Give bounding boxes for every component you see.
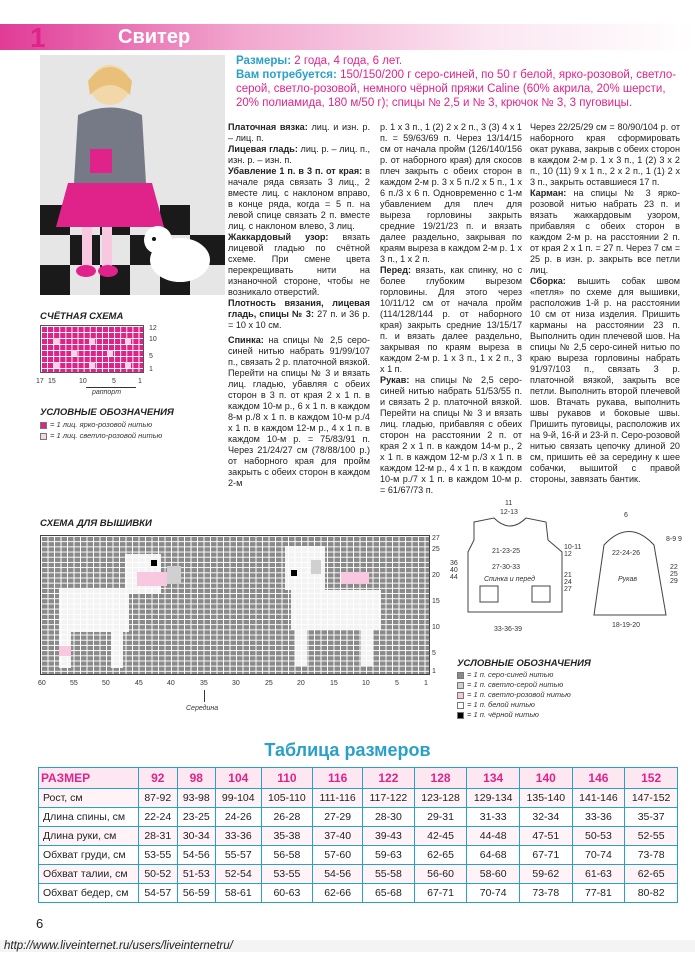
dim-label: 11 [505,500,513,507]
col-tick: 15 [330,680,338,687]
embroidery-chart [40,535,430,675]
swatch-icon [40,433,47,440]
counting-chart [40,325,144,373]
row-tick: 5 [149,353,153,360]
dim-label: 22 25 29 [670,564,678,585]
col-tick: 1 [424,680,428,687]
swatch-icon [457,712,464,719]
paragraph: Платочная вязка: лиц. и изн. р. – лиц. п. [228,122,370,143]
table-row: Обхват груди, см 53-55 54-56 55-57 56-58 57-60 59-63 62-65 64-68 67-71 70-74 73-78 [39,846,678,865]
header-cell: 146 [572,768,625,789]
legend-item: = 1 п. светло-серой нитью [457,680,563,689]
header-cell: 140 [519,768,572,789]
dim-label: 18-19-20 [612,622,641,629]
paragraph: Убавление 1 п. в 3 п. от края: в начале ряда связать 3 лиц., 2 вместе лиц. с наклоном вправо, в конце ряда, когда = 5 п. на левой спице связать 2 п. вместе лиц. с наклоном влево, 3 лиц. [228,166,371,231]
col-tick: 20 [297,680,305,687]
header-cell: 134 [467,768,520,789]
swatch-icon [40,422,47,429]
legend-item: = 1 п. светло-розовой нитью [457,690,571,699]
paragraph: Перед: вязать, как спинку, но с более глубоким вырезом горловины. Для этого через 10/11/12 см от начала пройм (114/128/144 р. от наборного края) закрыть средние 13/15/17 п. и вязать далее раздельно, закрывая по краям выреза в каждом 2-м р. 1 х 3 п., 1 х 2 п., 3 х 1 п. [380,265,523,374]
paragraph: Рукав: на спицы № 2,5 серо-синей нитью набрать 51/53/55 п. и связать 2 р. платочной вязкой. Перейти на спицы № 3 и вязать лиц. гладью, прибавляя с обеих сторон на расстоянии 2 п. от края 2 х 1 п. в каждом 14-м р., 2 х 1 п. в каждом 12-м р./3 х 1 п. в каждом 12-м р., 4 х 1 п. в каждом 10-м р./7 х 1 п. в каждом 10-м р. = 61/67/73 п. [380,375,522,495]
header-cell: 98 [177,768,216,789]
page-title: Свитер [118,26,191,48]
repeat-bracket [86,387,136,388]
materials-value: 150/150/200 г серо-синей, по 50 г белой, ярко-розовой, светло-серой, светло-розовой, немного чёрной пряжи Caline (60% акрила, 20% шерсти, 20% полиамида, 180 м/50 г); спицы № 2,5 и № 3, крючок № 3, 3 пуговицы. [236,69,677,109]
dim-label: 33-36-39 [494,626,523,633]
paragraph: Спинка: на спицы № 2,5 серо-синей нитью набрать 91/99/107 п., связать 2 р. платочной вязкой. Перейти на спицы № 3 и вязать лиц. гладью, убавляя с обеих сторон в 3 п. от края 2 х 1 п. в каждом 10-м р., 6 х 1 п. в каждом 8-м р./8 х 1 п. в каждом 10-м р./4 х 1 п. в каждом 12-м р., 4 х 1 п. в каждом 10-м р. = 75/83/91 п. Через 21/24/27 см (78/88/100 р.) от наборного края для пройм закрыть с обеих сторон в каждом 2-м [228,335,370,488]
col-tick: 15 [48,378,56,385]
col-tick: 10 [79,378,87,385]
dim-label: 10-11 12 [564,544,582,558]
body-label: Спинка и перед [484,576,535,583]
paragraph: р. 1 х 3 п., 1 (2) 2 х 2 п., 3 (3) 4 х 1 п. = 59/63/69 п. Через 13/14/15 см от начала пройм (126/140/156 р. от наборного края) для скосов плеч закрыть с обеих сторон в каждом 2-м р. 3 х 5 п./2 х 5 п., 1 х 6 п./3 х 6 п. Одновременно с 1-м убавлением для плеч для выреза горловины закрыть средние 19/21/23 п. и вязать далее раздельно, закрывая по краям выреза в каждом 2-м р. 1 х 3 п., 1 х 2 п. [380,122,522,264]
dim-label: 36 40 44 [450,560,458,581]
header-cell: 104 [216,768,262,789]
page-number: 6 [36,916,44,931]
dim-label: 21 24 27 [564,572,572,593]
swatch-icon [457,702,464,709]
sizes-value: 2 года, 4 года, 6 лет. [294,55,403,67]
header-cell: 92 [139,768,178,789]
col-tick: 5 [112,378,116,385]
col-tick: 35 [200,680,208,687]
row-tick: 20 [432,572,440,579]
table-row: Обхват бедер, см 54-57 56-59 58-61 60-63 62-66 65-68 67-71 70-74 73-78 77-81 80-82 [39,884,678,903]
header-cell: 110 [261,768,313,789]
swatch-icon [457,672,464,679]
legend-big-title: УСЛОВНЫЕ ОБОЗНАЧЕНИЯ [457,658,591,669]
header-cell: 116 [313,768,363,789]
instructions-column-2 [380,122,522,496]
row-tick: 12 [149,325,157,332]
paragraph: Жаккардовый узор: вязать лицевой гладью по счётной схеме. При смене цвета перекрещивать нити на изнаночной стороне, чтобы не возникало отверстий. [228,232,371,297]
header-cell: 122 [363,768,415,789]
legend-item: = 1 п. чёрной нитью [457,710,539,719]
col-tick: 50 [102,680,110,687]
legend-item: = 1 п. серо-синей нитью [457,670,553,679]
intro-block [236,54,680,110]
col-tick: 17 [36,378,44,385]
legend-item: = 1 лиц. светло-розовой нитью [40,431,162,440]
paragraph: Через 22/25/29 см = 80/90/104 р. от наборного края сформировать окат рукава, закрыв с обеих сторон в каждом 2-м р. 1 х 3 п., 1 (2) 3 х 2 п., 10 (11) 9 х 1 п., 2 х 2 п., 1 (1) 2 х 3 п., закрыть оставшиеся 17 п. [530,122,680,187]
center-label: Середина [186,705,219,712]
col-tick: 25 [265,680,273,687]
center-arrow [204,690,205,702]
materials-label: Вам потребуется: [236,69,337,81]
legend-item: = 1 п. белой нитью [457,700,535,709]
table-row: Рост, см 87-92 93-98 99-104 105-110 111-116 117-122 123-128 129-134 135-140 141-146 147-152 [39,789,678,808]
sleeve-label: Рукав [618,576,638,583]
row-tick: 1 [432,668,436,675]
sweater-photo [40,55,225,295]
repeat-label: раппорт [92,389,122,396]
table-row: Обхват талии, см 50-52 51-53 52-54 53-55 54-56 55-58 56-60 58-60 59-62 61-63 62-65 [39,865,678,884]
col-tick: 30 [232,680,240,687]
col-tick: 60 [38,680,46,687]
pattern-number: 1 [30,22,46,53]
row-tick: 5 [432,650,436,657]
dim-label: 12-13 [500,509,518,516]
legend-small-title: УСЛОВНЫЕ ОБОЗНАЧЕНИЯ [40,407,174,418]
dim-label: 27-30-33 [492,564,521,571]
size-table [38,767,678,903]
col-tick: 10 [362,680,370,687]
dim-label: 6 [624,512,628,519]
row-tick: 1 [149,366,153,373]
col-tick: 1 [138,378,142,385]
dim-label: 8-9 9 [666,536,682,543]
swatch-icon [457,682,464,689]
dim-label: 21-23-25 [492,548,521,555]
row-tick: 27 [432,535,440,542]
dim-label: 22-24-26 [612,550,641,557]
size-table-title: Таблица размеров [264,740,431,760]
paragraph: Карман: на спицы № 3 ярко-розовой нитью набрать 23 п. и вязать жаккардовым узором, прибавляя с обеих сторон в каждом 2-м р. на расстоянии 2 п. от края 2 х 1 п. = 27 п. Через 7 см = 25 р. в изн. р. закрыть все петли лиц. [530,188,680,275]
col-tick: 55 [70,680,78,687]
pattern-diagram [444,500,684,635]
swatch-icon [457,692,464,699]
col-tick: 5 [395,680,399,687]
header-cell: РАЗМЕР [39,768,139,789]
embroidery-chart-title: СХЕМА ДЛЯ ВЫШИВКИ [40,518,152,529]
header-cell: 128 [414,768,467,789]
legend-item: = 1 лиц. ярко-розовой нитью [40,420,152,429]
row-tick: 10 [149,336,157,343]
table-header [39,768,678,789]
row-tick: 25 [432,546,440,553]
header-cell: 152 [625,768,678,789]
title-banner [0,24,695,50]
source-url[interactable]: http://www.liveinternet.ru/users/liveinternetru/ [0,940,695,952]
row-tick: 15 [432,598,440,605]
table-row: Длина спины, см 22-24 23-25 24-26 26-28 27-29 28-30 29-31 31-33 32-34 33-36 35-37 [39,808,678,827]
paragraph: Сборка: вышить собак швом «петля» по схеме для вышивки, расположив 1-й р. на расстоянии 10 см от низа изделия. Пришить карманы на расстоянии 23 п. Выполнить один плечевой шов. На спицы № 2,5 серо-синей нитью по краю выреза горловины набрать 91/97/103 п., связать 3 р. платочной вязкой, закрыть все петли. Выполнить второй плечевой шов. Втачать рукава, выполнить швы рукавов и боковые швы. Пришить пуговицы, расположив их на 9-й, 16-й и 23-й п. Серо-розовой нитью связать цепочку длиной 20 см, пришить её за середину к шее собачки, вышитой с правой стороны, завязать бантик. [530,276,681,484]
table-row: Длина руки, см 28-31 30-34 33-36 35-38 37-40 39-43 42-45 44-48 47-51 50-53 52-55 [39,827,678,846]
sizes-label: Размеры: [236,55,292,67]
instructions-column-1 [228,122,370,489]
row-tick: 10 [432,624,440,631]
paragraph: Лицевая гладь: лиц. р. – лиц. п., изн. р. – изн. п. [228,144,370,165]
col-tick: 45 [135,680,143,687]
counting-chart-title: СЧЁТНАЯ СХЕМА [40,311,124,322]
col-tick: 40 [167,680,175,687]
instructions-column-3 [530,122,680,485]
paragraph: Плотность вязания, лицевая гладь, спицы № 3: 27 п. и 36 р. = 10 х 10 см. [228,298,371,330]
